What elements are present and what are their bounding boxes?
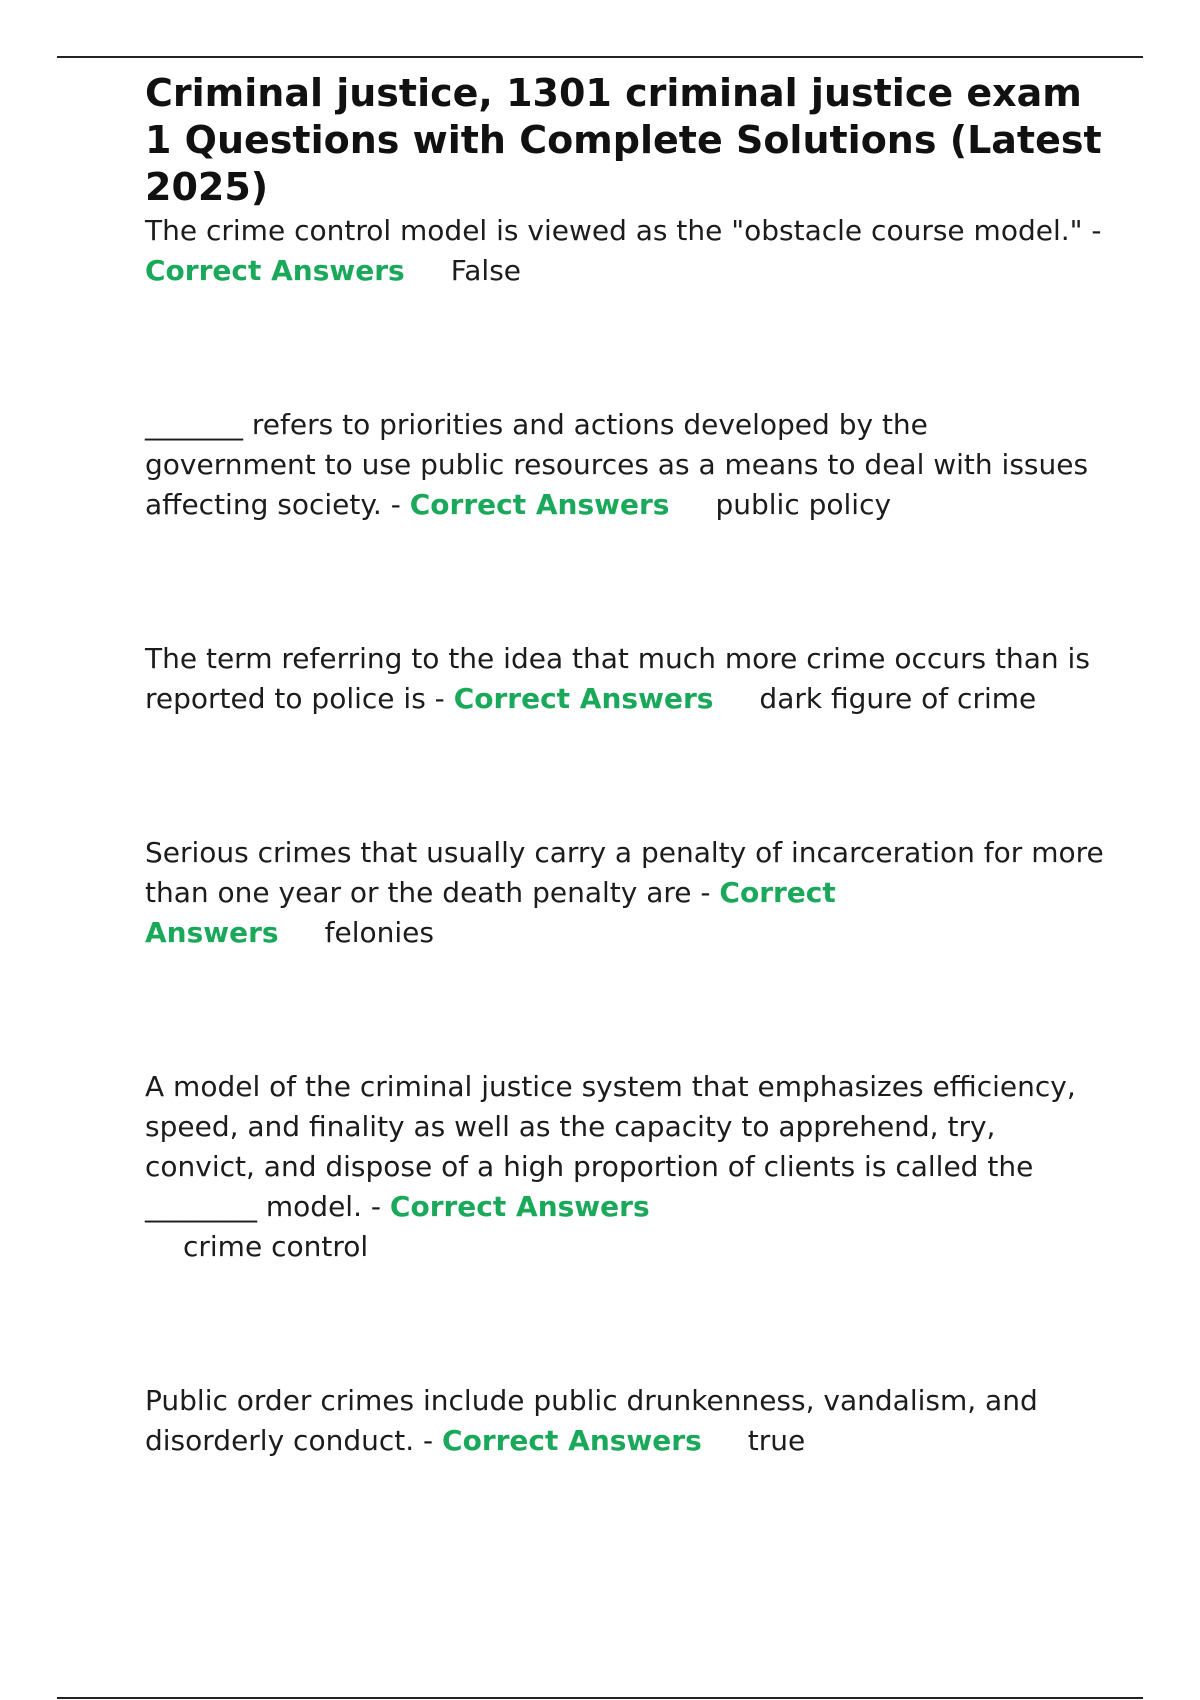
separator: - bbox=[1082, 214, 1102, 247]
answer-text: crime control bbox=[183, 1230, 369, 1263]
question-text: The crime control model is viewed as the "obstacle course model." bbox=[145, 214, 1083, 247]
question-text: Serious crimes that usually carry a penalty of incarceration for more than one year or the death penalty are bbox=[145, 836, 1104, 909]
qa-item bbox=[145, 1381, 1105, 1461]
separator: - bbox=[414, 1424, 443, 1457]
question-text: _______ refers to priorities and actions developed by the government to use public resources as a means to deal with issues affecting society. bbox=[145, 408, 1089, 521]
correct-answers-label: Correct Answers bbox=[389, 1190, 650, 1223]
question-text: A model of the criminal justice system that emphasizes efficiency, speed, and finality as well as the capacity to apprehend, try, convict, and dispose of a high proportion of clients is called the ________ model. bbox=[145, 1070, 1076, 1223]
separator: - bbox=[362, 1190, 390, 1223]
separator: - bbox=[425, 682, 454, 715]
correct-answers-label: Correct Answers bbox=[145, 876, 836, 949]
document-body bbox=[145, 70, 1105, 1461]
answer-text: False bbox=[450, 254, 522, 287]
answer-text: felonies bbox=[324, 916, 434, 949]
separator: - bbox=[691, 876, 720, 909]
correct-answers-label: Correct Answers bbox=[453, 682, 714, 715]
qa-item bbox=[145, 1067, 1105, 1267]
answer-text: true bbox=[747, 1424, 806, 1457]
answer-text: public policy bbox=[715, 488, 892, 521]
correct-answers-label: Correct Answers bbox=[409, 488, 670, 521]
qa-item bbox=[145, 639, 1105, 719]
question-text: The term referring to the idea that much more crime occurs than is reported to police is bbox=[145, 642, 1090, 715]
answer-text: dark figure of crime bbox=[759, 682, 1037, 715]
top-rule bbox=[57, 56, 1143, 58]
correct-answers-label: Correct Answers bbox=[145, 254, 405, 287]
qa-item bbox=[145, 833, 1105, 953]
question-text: Public order crimes include public drunkenness, vandalism, and disorderly conduct. bbox=[145, 1384, 1038, 1457]
qa-item bbox=[145, 211, 1105, 291]
document-title: Criminal justice, 1301 criminal justice exam 1 Questions with Complete Solutions (Latest 2025) bbox=[145, 71, 1102, 209]
correct-answers-label: Correct Answers bbox=[442, 1424, 702, 1457]
qa-list bbox=[145, 211, 1105, 1461]
qa-item bbox=[145, 405, 1105, 525]
separator: - bbox=[381, 488, 410, 521]
bottom-rule bbox=[57, 1697, 1143, 1699]
